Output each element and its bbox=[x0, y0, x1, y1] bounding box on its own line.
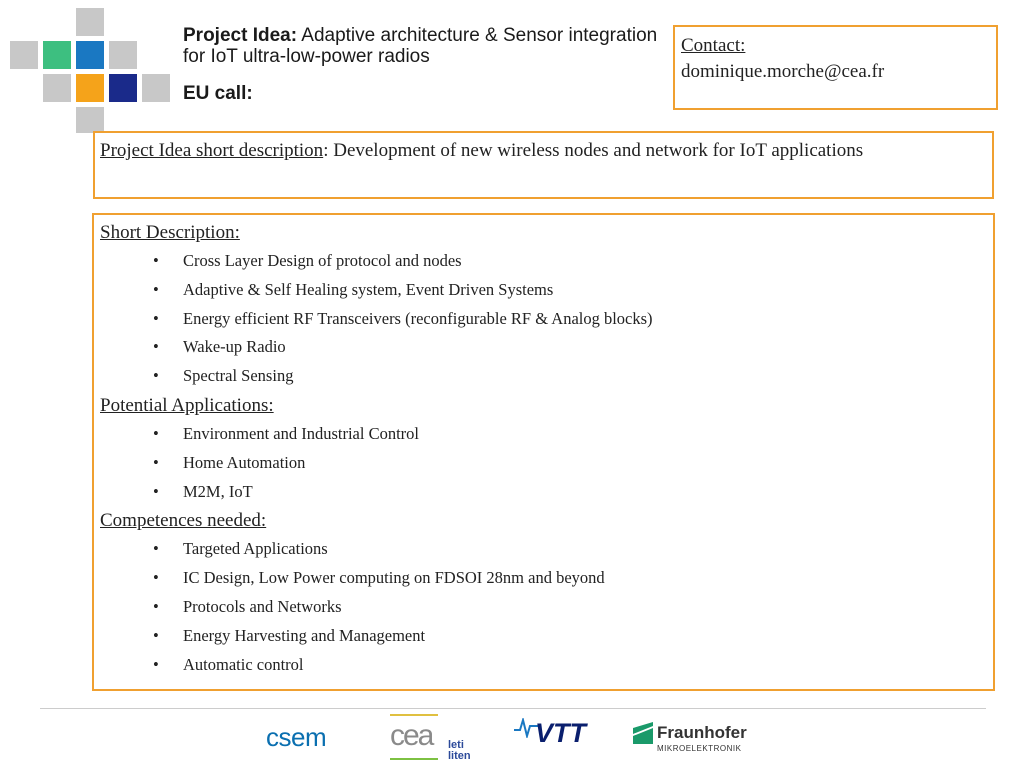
fraunhofer-mark-icon bbox=[633, 722, 653, 744]
logo-square bbox=[109, 41, 137, 69]
potential-applications-heading: Potential Applications: bbox=[100, 394, 274, 416]
logo-square-green bbox=[43, 41, 71, 69]
list-item: • Spectral Sensing bbox=[153, 366, 294, 386]
idea-text: : Development of new wireless nodes and network for IoT applications bbox=[323, 140, 864, 161]
list-item: • M2M, IoT bbox=[153, 481, 253, 501]
list-item: • Targeted Applications bbox=[153, 539, 328, 559]
list-item: • Automatic control bbox=[153, 654, 304, 674]
competences-needed-list bbox=[100, 535, 987, 679]
project-title bbox=[183, 25, 663, 67]
contact-box bbox=[673, 25, 998, 110]
cea-logo-bar-bottom bbox=[390, 758, 438, 760]
logo-square bbox=[10, 41, 38, 69]
logo-square bbox=[142, 74, 170, 102]
list-item: • Energy efficient RF Transceivers (reconfigurable RF & Analog blocks) bbox=[153, 308, 653, 328]
leti-liten-logo bbox=[448, 740, 471, 762]
eu-call-label: EU call: bbox=[183, 83, 253, 104]
logo-square-orange bbox=[76, 74, 104, 102]
cea-logo: cea bbox=[390, 719, 433, 752]
list-item: • Home Automation bbox=[153, 452, 306, 472]
fraunhofer-subtitle: MIKROELEKTRONIK bbox=[657, 744, 742, 753]
logo-square bbox=[76, 107, 104, 133]
potential-applications-list bbox=[100, 420, 987, 506]
leti-text: leti bbox=[448, 739, 464, 751]
idea-box bbox=[93, 131, 994, 199]
project-title-label: Project Idea: bbox=[183, 25, 298, 46]
cea-logo-bar-top bbox=[390, 714, 438, 716]
fraunhofer-text: Fraunhofer bbox=[657, 723, 747, 742]
footer-divider bbox=[40, 708, 986, 709]
project-title-text: Adaptive architecture & Sensor integration for IoT ultra-low-power radios bbox=[183, 25, 658, 67]
idea-label: Project Idea short description bbox=[100, 140, 324, 161]
csem-logo: csem bbox=[266, 722, 327, 752]
logo-square bbox=[43, 74, 71, 102]
short-description-heading: Short Description: bbox=[100, 222, 240, 243]
list-item: • Wake-up Radio bbox=[153, 337, 286, 357]
list-item: • IC Design, Low Power computing on FDSOI 28nm and beyond bbox=[153, 568, 605, 588]
logo-square-blue bbox=[76, 41, 104, 69]
vtt-text: VTT bbox=[535, 718, 586, 748]
list-item: • Adaptive & Self Healing system, Event Driven Systems bbox=[153, 279, 554, 299]
logo-square bbox=[76, 8, 104, 36]
contact-email[interactable]: dominique.morche@cea.fr bbox=[681, 61, 885, 82]
list-item: • Environment and Industrial Control bbox=[153, 423, 420, 443]
liten-text: liten bbox=[448, 750, 471, 762]
list-item: • Cross Layer Design of protocol and nodes bbox=[153, 251, 462, 270]
competences-needed-heading: Competences needed: bbox=[100, 510, 267, 532]
list-item: • Protocols and Networks bbox=[153, 596, 342, 616]
description-box bbox=[92, 213, 995, 691]
logo-square-navy bbox=[109, 74, 137, 102]
short-description-list bbox=[100, 247, 987, 391]
contact-label: Contact: bbox=[681, 35, 746, 56]
list-item: • Energy Harvesting and Management bbox=[153, 625, 426, 645]
